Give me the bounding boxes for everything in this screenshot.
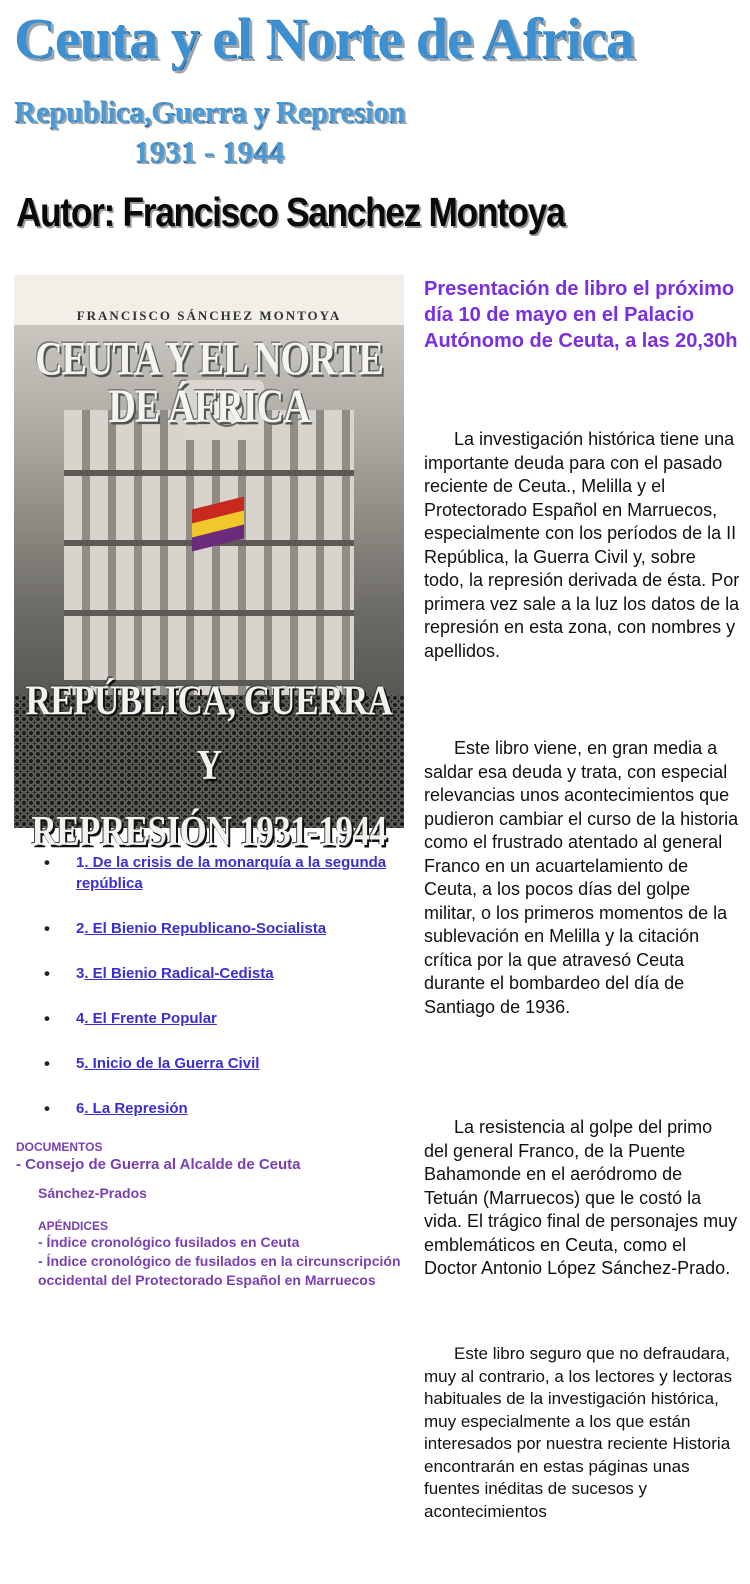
page-title: Ceuta y el Norte de Africa <box>14 6 634 71</box>
page-years: 1931 - 1944 <box>134 134 284 169</box>
chapter-link[interactable]: . Inicio de la Guerra Civil <box>84 1055 260 1072</box>
bullet-icon: • <box>44 1099 50 1118</box>
chapter-number: 1 <box>76 854 85 871</box>
document-item: Sánchez-Prados <box>38 1185 147 1201</box>
cover-subtitle-line: REPÚBLICA, GUERRA Y <box>25 677 393 790</box>
chapter-number: 6 <box>76 1100 85 1117</box>
appendix-item: - Índice cronológico de fusilados en la circunscripción occidental del Protectorado Español en Marruecos <box>38 1253 401 1288</box>
paragraph-text: La resistencia al golpe del primo del general Franco, de la Puente Bahamonde en el aeródromo de Tetuán (Marruecos) que le costó la vida. El trágico final de personajes muy emblemáticos en Ceuta, como el Doctor Antonio López Sánchez-Prado. <box>424 1117 738 1278</box>
documents-section <box>16 1140 416 1290</box>
appendix-item: - Índice cronológico fusilados en Ceuta <box>38 1234 300 1250</box>
book-cover-image <box>14 275 404 855</box>
paragraph-text: Este libro seguro que no defraudara, muy al contrario, a los lectores y lectoras habituales de la investigación histórica, muy especialmente a los que están interesados por nuestra reciente Historia encontrarán en estas páginas unas fuentes inéditas de sucesos y acontecimientos <box>424 1344 733 1521</box>
chapter-link[interactable]: . El Bienio Republicano-Socialista <box>84 920 327 937</box>
list-item <box>16 852 396 894</box>
chapter-link[interactable]: . El Bienio Radical-Cedista <box>84 965 274 982</box>
chapter-number: 2 <box>76 920 85 937</box>
cover-subtitle-line: REPRESIÓN 1931-1944 <box>31 807 387 855</box>
list-item <box>16 1008 396 1029</box>
bullet-icon: • <box>44 1009 50 1028</box>
body-paragraph <box>424 428 740 663</box>
bullet-icon: • <box>44 919 50 938</box>
paragraph-text: Este libro viene, en gran media a saldar esa deuda y trata, con especial relevancias unos acontecimientos que pudieron cambiar el curso de la historia como el frustrado atentado al general Franco en un acuartelamiento de Ceuta, a los pocos días del golpe militar, o los primeros momentos de la sublevación en Melilla y la citación crítica por la que atravesó Ceuta durante el bombardeo del día de Santiago de 1936. <box>424 738 739 1017</box>
paragraph-text: La investigación histórica tiene una importante deuda para con el pasado reciente de Ceuta., Melilla y el Protectorado Español en Marruecos, especialmente con los períodos de la II República, la Guerra Civil y, sobre todo, la represión derivada de ésta. Por primera vez sale a la luz los datos de la represión en esta zona, con nombres y apellidos. <box>424 429 740 661</box>
page-subtitle: Republica,Guerra y Represion <box>14 94 405 129</box>
list-item <box>16 918 396 939</box>
cover-subtitle <box>14 669 404 864</box>
list-item <box>16 1053 396 1074</box>
chapter-link[interactable]: . El Frente Popular <box>84 1010 217 1027</box>
chapter-number: 4 <box>76 1010 85 1027</box>
document-item: - Consejo de Guerra al Alcalde de Ceuta <box>16 1156 301 1173</box>
chapter-list <box>16 852 396 1143</box>
bullet-icon: • <box>44 1054 50 1073</box>
bullet-icon: • <box>44 853 50 872</box>
documents-heading: DOCUMENTOS <box>16 1140 103 1154</box>
chapter-number: 5 <box>76 1055 85 1072</box>
body-paragraph <box>424 1116 740 1281</box>
chapter-number: 3 <box>76 965 85 982</box>
list-item <box>16 963 396 984</box>
chapter-link[interactable]: . De la crisis de la monarquía a la segunda república <box>76 854 387 892</box>
cover-author: FRANCISCO SÁNCHEZ MONTOYA <box>76 308 342 323</box>
appendix-heading: APÉNDICES <box>38 1219 109 1233</box>
presentation-announcement: Presentación de libro el próximo día 10 de mayo en el Palacio Autónomo de Ceuta, a las 20,30h <box>424 278 738 352</box>
bullet-icon: • <box>44 964 50 983</box>
body-paragraph <box>424 737 740 1019</box>
chapter-link[interactable]: . La Represión <box>84 1100 188 1117</box>
body-paragraph <box>424 1343 740 1523</box>
list-item <box>16 1098 396 1119</box>
author-heading: Autor: Francisco Sanchez Montoya <box>16 189 565 235</box>
cover-title: CEUTA Y EL NORTE DE ÁFRICA <box>35 333 383 433</box>
